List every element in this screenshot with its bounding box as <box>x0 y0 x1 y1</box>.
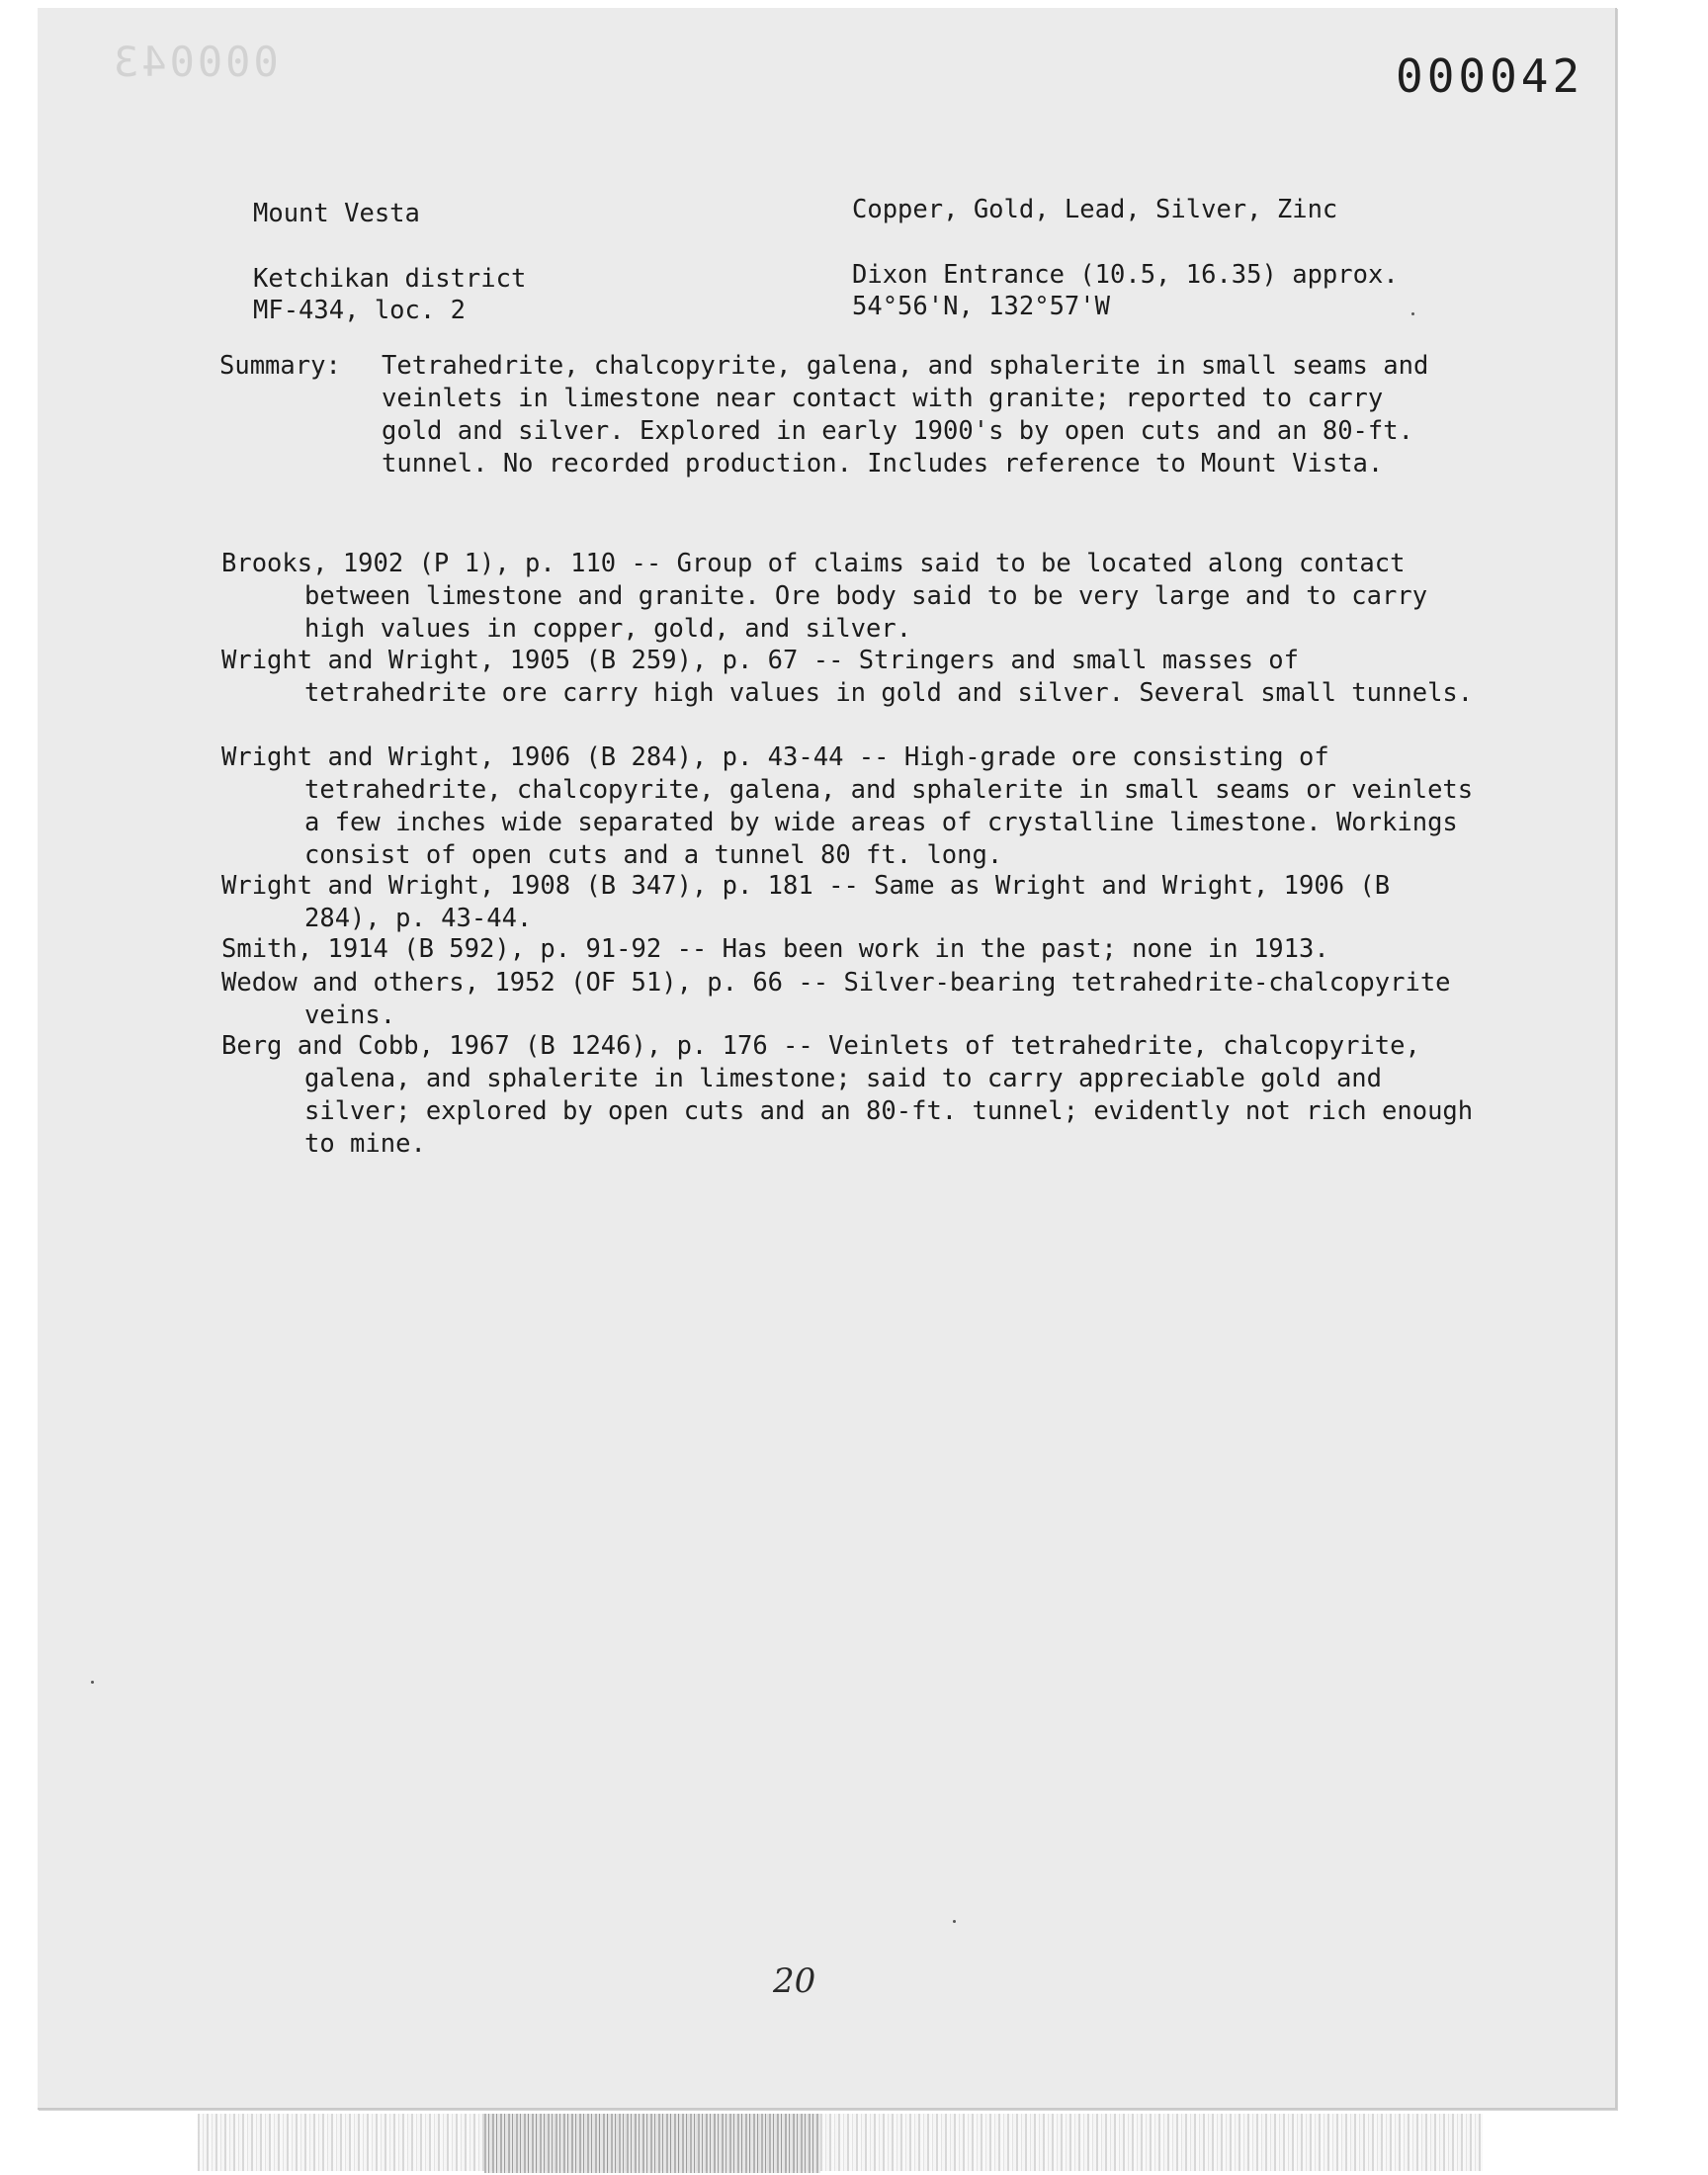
scan-edge-artifact <box>484 2114 820 2173</box>
reference-entry: Wright and Wright, 1905 (B 259), p. 67 -- Stringers and small masses of tetrahedrite ore carry high values in gold and silver. Several small tunnels. <box>221 646 1474 708</box>
page-number: 20 <box>773 1961 816 2001</box>
deposit-name: Mount Vesta <box>253 199 420 228</box>
scan-speck <box>953 1920 956 1923</box>
scan-speck <box>91 1681 94 1684</box>
reference-entry: Wright and Wright, 1908 (B 347), p. 181 -- Same as Wright and Wright, 1906 (B 284), p. 43-44. <box>221 871 1391 933</box>
coordinates: 54°56'N, 132°57'W <box>852 292 1110 321</box>
reference-entry: Wedow and others, 1952 (OF 51), p. 66 -- Silver-bearing tetrahedrite-chalcopyrite veins. <box>221 968 1451 1030</box>
reference-entry: Wright and Wright, 1906 (B 284), p. 43-44 -- High-grade ore consisting of tetrahedrite, chalcopyrite, galena, and sphalerite in small seams or veinlets a few inches wide separated by wide areas of crystalline limestone. Workings consist of open cuts and a tunnel 80 ft. long. <box>221 742 1474 870</box>
reference-entry: Brooks, 1902 (P 1), p. 110 -- Group of claims said to be located along contact between limestone and granite. Ore body said to be very large and to carry high values in copper, gold, and silver. <box>221 549 1428 644</box>
page-stamp-number: 000042 <box>1396 49 1584 103</box>
bleed-through-stamp: 000043 <box>111 38 279 86</box>
commodities: Copper, Gold, Lead, Silver, Zinc <box>852 195 1338 224</box>
summary-label: Summary: <box>219 351 341 381</box>
reference-entry: Smith, 1914 (B 592), p. 91-92 -- Has been work in the past; none in 1913. <box>221 934 1329 964</box>
reference-entry: Berg and Cobb, 1967 (B 1246), p. 176 -- Veinlets of tetrahedrite, chalcopyrite, galena, and sphalerite in limestone; said to carry appreciable gold and silver; explored by open cuts and an 80-ft. tunnel; evidently not rich enough to mine. <box>221 1031 1474 1159</box>
scan-speck <box>1411 312 1414 315</box>
district: Ketchikan district <box>253 264 527 294</box>
summary-text: Tetrahedrite, chalcopyrite, galena, and sphalerite in small seams and veinlets in limestone near contact with granite; reported to carry gold and silver. Explored in early 1900's by open cuts and an 80-ft. tunnel. No recorded production. Includes reference to Mount Vista. <box>382 351 1429 478</box>
map-reference: MF-434, loc. 2 <box>253 296 466 325</box>
scan-edge-artifact <box>198 2114 1483 2171</box>
quadrangle: Dixon Entrance (10.5, 16.35) approx. <box>852 260 1399 290</box>
